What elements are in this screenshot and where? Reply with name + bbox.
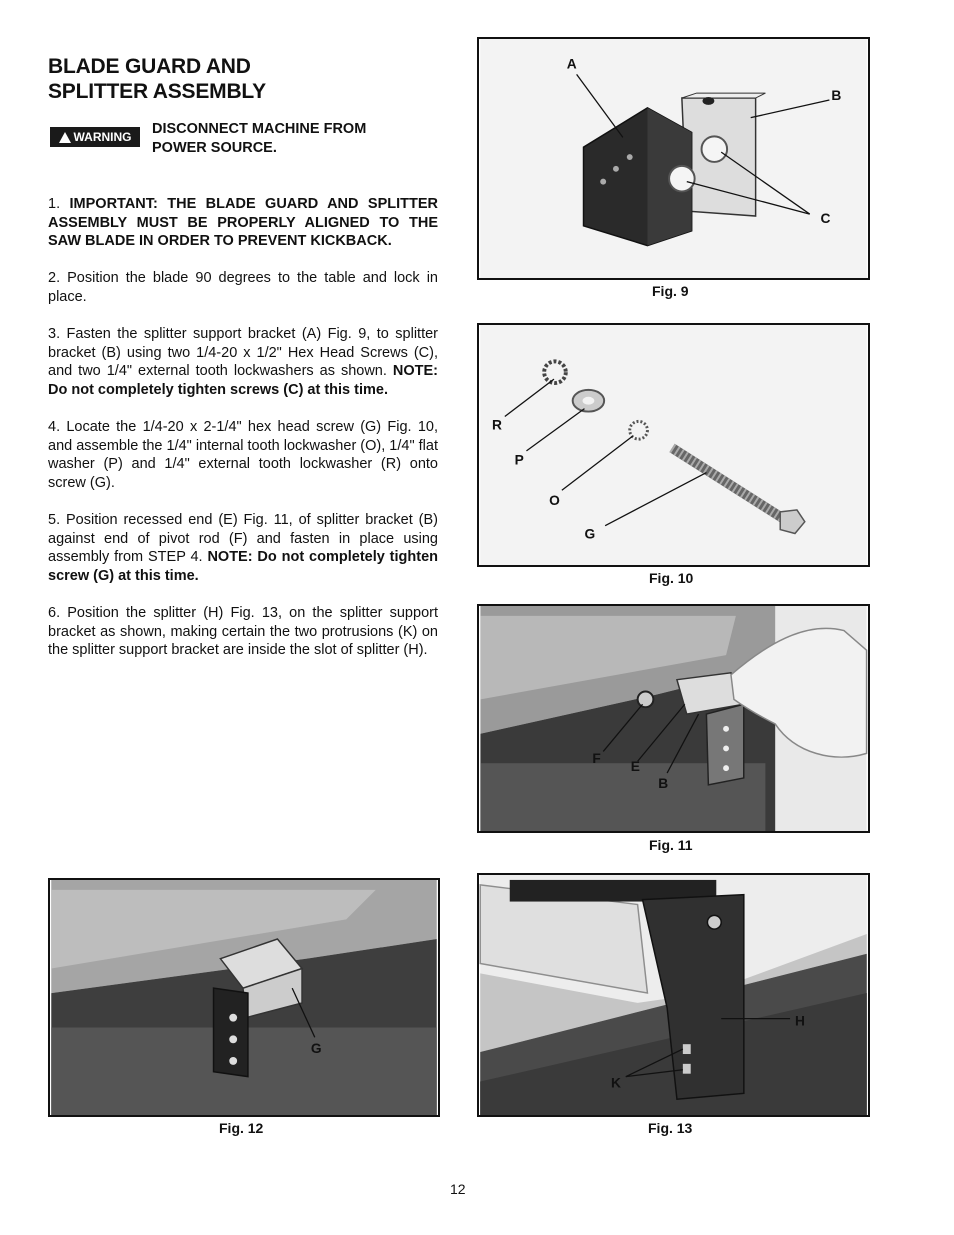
step-3-note: NOTE: Do not completely tighten screws (C) at this time. xyxy=(48,363,438,398)
instruction-steps xyxy=(48,195,438,678)
step-5 xyxy=(48,511,438,585)
figure-11 xyxy=(477,604,870,833)
figure-10-illustration xyxy=(479,325,868,565)
figure-10-label-p: P xyxy=(514,452,524,468)
figure-11-caption: Fig. 11 xyxy=(649,837,693,853)
step-1-important: IMPORTANT: THE BLADE GUARD AND SPLITTER ASSEMBLY MUST BE PROPERLY ALIGNED TO THE SAW BLADE IN ORDER TO PREVENT KICKBACK. xyxy=(48,196,438,250)
figure-13 xyxy=(477,873,870,1117)
page-number: 12 xyxy=(450,1181,466,1197)
figure-13-label-k: K xyxy=(611,1075,621,1091)
warning-badge-label: WARNING xyxy=(73,130,132,144)
warning-triangle-icon xyxy=(59,132,71,143)
title-line-1: BLADE GUARD AND xyxy=(48,55,251,78)
figure-12 xyxy=(48,878,440,1117)
figure-12-caption: Fig. 12 xyxy=(219,1120,264,1136)
figure-10-caption: Fig. 10 xyxy=(649,570,694,586)
figure-9 xyxy=(477,37,870,280)
figure-11-label-e: E xyxy=(630,759,640,775)
warning-text: DISCONNECT MACHINE FROM POWER SOURCE. xyxy=(152,121,367,156)
figure-11-label-f: F xyxy=(592,751,601,767)
step-1-number: 1. xyxy=(48,196,70,212)
step-5-text: 5. Position recessed end (E) Fig. 11, of splitter bracket (B) against end of pivot rod (F) and fasten in place using assembly from STEP 4. xyxy=(48,512,438,566)
step-3 xyxy=(48,325,438,399)
figure-13-caption: Fig. 13 xyxy=(648,1120,693,1136)
figure-9-label-a: A xyxy=(566,56,577,72)
figure-11-illustration xyxy=(479,606,868,831)
step-6: 6. Position the splitter (H) Fig. 13, on the splitter support bracket as shown, making certain the two protrusions (K) on the splitter support bracket are inside the slot of splitter (H). xyxy=(48,605,438,659)
figure-9-illustration xyxy=(479,39,868,278)
figure-9-label-c: C xyxy=(820,210,831,226)
step-4: 4. Locate the 1/4-20 x 2-1/4" hex head screw (G) Fig. 10, and assemble the 1/4" internal tooth lockwasher (O), 1/4" flat washer (P) and 1/4" external tooth lockwasher (R) onto screw (G). xyxy=(48,419,438,491)
figure-9-label-b: B xyxy=(831,87,842,103)
figure-12-illustration xyxy=(50,880,438,1115)
figure-10-label-o: O xyxy=(549,493,560,508)
step-5-note: NOTE: Do not completely tighten screw (G) at this time. xyxy=(48,549,439,584)
figure-10-label-g: G xyxy=(584,526,596,542)
step-2: 2. Position the blade 90 degrees to the table and lock in place. xyxy=(48,270,438,305)
warning-badge xyxy=(50,127,140,147)
title-line-2: SPLITTER ASSEMBLY xyxy=(48,80,266,103)
figure-13-illustration xyxy=(479,875,868,1115)
figure-11-label-b: B xyxy=(658,775,669,791)
figure-10-label-r: R xyxy=(492,417,502,433)
figure-13-label-h: H xyxy=(794,1013,805,1029)
page-title xyxy=(48,54,266,104)
figure-12-label-g: G xyxy=(310,1041,322,1057)
figure-9-caption: Fig. 9 xyxy=(652,283,689,299)
step-3-text: 3. Fasten the splitter support bracket (A) Fig. 9, to splitter bracket (B) using two 1/4-20 x 1/2" Hex Head Screws (C), and two 1/4" external tooth lockwashers as shown. xyxy=(48,326,438,380)
step-1 xyxy=(48,195,438,251)
figure-10 xyxy=(477,323,870,567)
